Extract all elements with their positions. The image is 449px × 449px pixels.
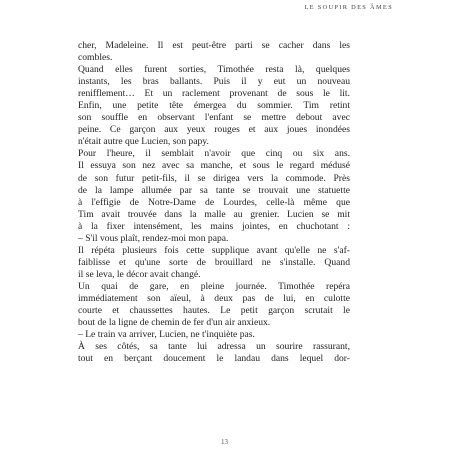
text-line: – S'il vous plaît, rendez-moi mon papa.	[78, 232, 229, 244]
text-line: son souffle en observant l'enfant se mettre debout avec	[78, 112, 350, 124]
text-line: bout de la ligne de chemin de fer d'un air anxieux.	[78, 317, 271, 329]
text-line: de la lampe allumée par sa tante se trouvait une statuette	[78, 184, 350, 196]
text-line: combles.	[78, 52, 113, 64]
text-line: renifflement… Et un raclement provenant de sous le lit.	[78, 88, 350, 100]
text-line: n'était autre que Lucien, son papy.	[78, 136, 209, 148]
text-line: instants, les bras ballants. Puis il y eut un nouveau	[78, 76, 350, 88]
text-line: Il répéta plusieurs fois cette supplique avant qu'elle ne s'af-	[78, 244, 350, 256]
text-line: immédiatement son aïeul, à deux pas de lui, en culotte	[78, 292, 350, 304]
text-line: peine. Ce garçon aux yeux rouges et aux joues inondées	[78, 124, 350, 136]
text-line: À ses côtés, sa tante lui adressa un sourire rassurant,	[78, 341, 350, 353]
body-text	[78, 40, 350, 365]
text-line: courte et chaussettes hautes. Le petit garçon scrutait le	[78, 305, 350, 317]
text-line: cher, Madeleine. Il est peut-être parti se cacher dans les	[78, 40, 350, 51]
text-line: – Le train va arriver, Lucien, ne t'inquiète pas.	[78, 329, 255, 341]
text-line: Pour l'heure, il semblait n'avoir que cinq ou six ans.	[78, 148, 350, 160]
page-number: 13	[221, 438, 228, 446]
text-line: à l'effigie de Notre-Dame de Lourdes, celle-là même que	[78, 196, 350, 208]
text-line: tout en berçant doucement le landau dans lequel dor-	[78, 353, 350, 365]
text-line: de son futur petit-fils, il se dirigea vers la commode. Près	[78, 172, 350, 184]
text-line: faiblisse et qu'une sorte de brouillard ne s'installe. Quand	[78, 256, 350, 268]
text-line: Tim avait trouvée dans la malle au grenier. Lucien se mit	[78, 208, 350, 220]
running-head: LE SOUPIR DES ÂMES	[304, 4, 393, 11]
text-line: Quand elles furent sorties, Timothée resta là, quelques	[78, 64, 350, 76]
text-line: Il essuya son nez avec sa manche, et sous le regard médusé	[78, 160, 350, 172]
text-line: il se leva, le décor avait changé.	[78, 268, 201, 280]
text-line: Un quai de gare, en pleine journée. Timothée repéra	[78, 280, 350, 292]
text-line: à la fixer intensément, les mains jointes, en chuchotant :	[78, 220, 350, 232]
text-line: Enfin, une petite tête émergea du sommier. Tim retint	[78, 100, 350, 112]
